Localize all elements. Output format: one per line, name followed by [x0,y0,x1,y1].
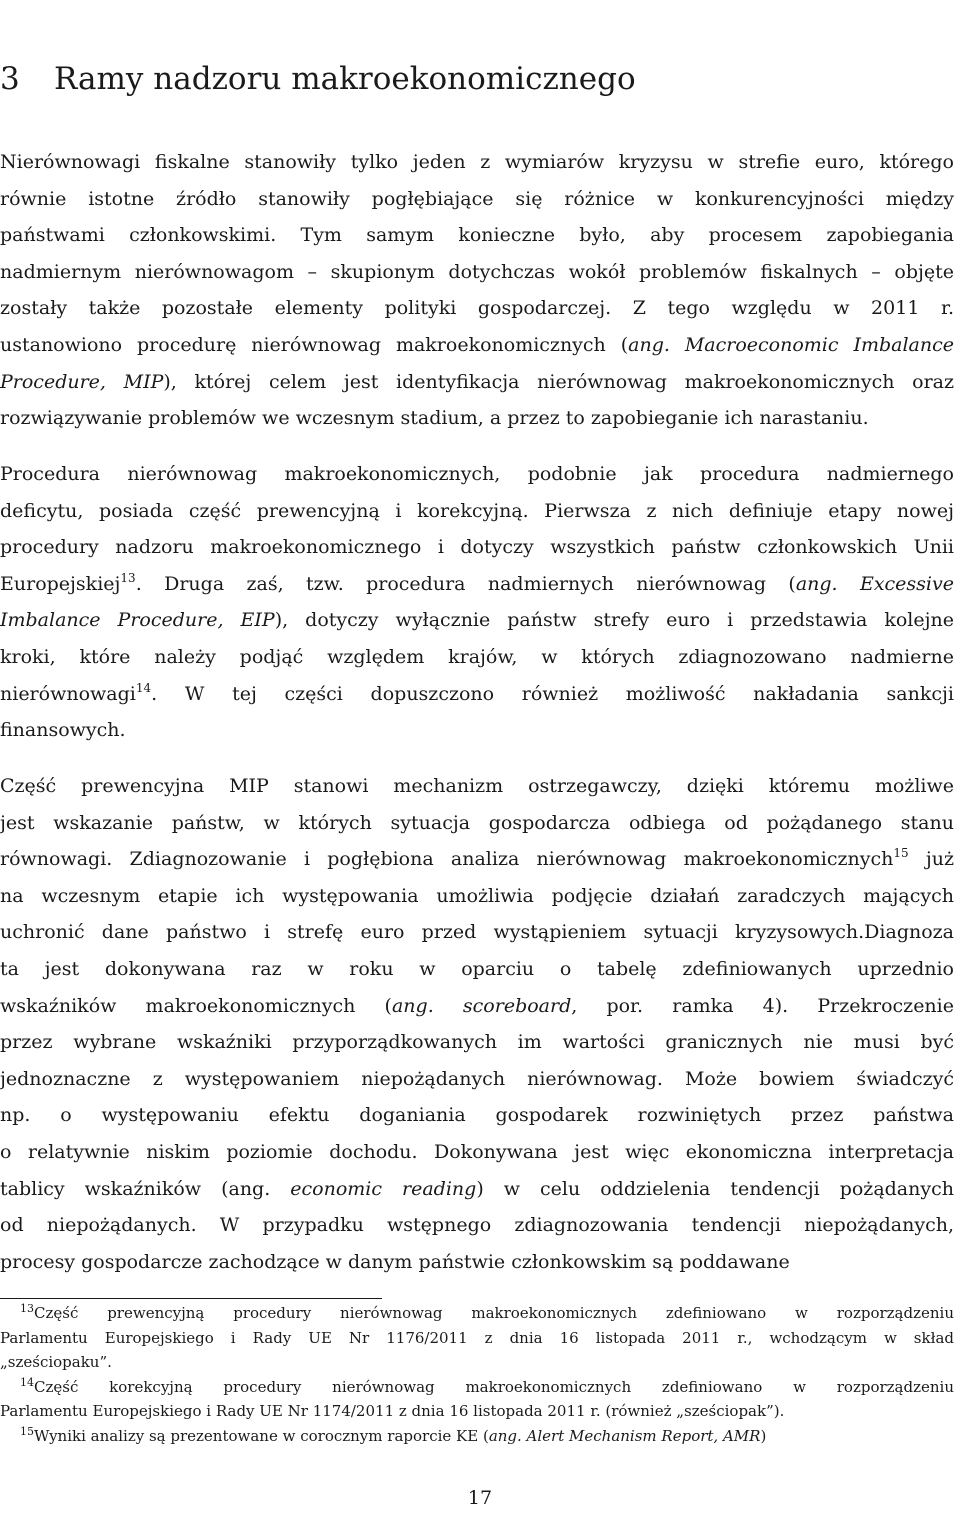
text-line [0,602,954,639]
text-line [0,364,954,401]
text-run: Nierównowagi fiskalne stanowiły tylko jeden z wymiarów kryzysu w strefie euro, którego [0,151,954,173]
text-line [0,1326,954,1351]
text-line [0,1375,954,1400]
text-run: równie istotne źródło stanowiły pogłębiające się różnice w konkurencyjności między [0,187,954,210]
text-run: nadmiernym nierównowagom – skupionym dotychczas wokół problemów fiskalnych – objęte [0,260,954,283]
text-line [0,805,954,842]
text-line [0,181,954,218]
text-run: zostały także pozostałe elementy polityki gospodarczej. Z tego względu w 2011 r. [0,297,954,320]
text-run: procesy gospodarcze zachodzące w danym państwie członkowskim są poddawane [0,1250,790,1273]
text-run: Część korekcyjną procedury nierównowag makroekonomicznych zdefiniowano w rozporządzeniu [34,1377,954,1396]
text-line [0,914,954,951]
section-number: 3 [0,61,20,97]
text-line [0,878,954,915]
italic-text: Imbalance Procedure, EIP [0,609,275,632]
text-line [0,400,954,437]
text-run: . Druga zaś, tzw. procedura nadmiernych nierównowag ( [135,572,796,595]
text-run: np. o występowaniu efektu doganiania gospodarek rozwiniętych przez państwa [0,1104,954,1127]
text-line [0,768,954,805]
text-line [0,1350,954,1375]
italic-text: ang. scoreboard [391,994,572,1017]
page-number: 17 [467,1487,493,1509]
text-line [0,529,954,566]
footnote [0,1301,954,1375]
italic-text: ang. Alert Mechanism Report, AMR [488,1426,761,1445]
text-run: państwami członkowskimi. Tym samym konieczne było, aby procesem zapobiegania [0,224,954,247]
footnote-marker[interactable]: 14 [135,680,152,695]
text-run: Europejskiej [0,572,121,595]
text-run: jest wskazanie państw, w których sytuacja gospodarcza odbiega od pożądanego stanu [0,811,954,834]
text-line [0,988,954,1025]
text-run: równowagi. Zdiagnozowanie i pogłębiona analiza nierównowag makroekonomicznych [0,848,894,871]
italic-text: ang. Excessive [795,572,954,595]
text-run: procedury nadzoru makroekonomicznego i dotyczy wszystkich państw członkowskich Unii [0,536,954,559]
footnote-marker[interactable]: 13 [20,1302,34,1315]
footnote-marker[interactable]: 15 [893,846,909,861]
text-line [0,1061,954,1098]
text-line [0,1097,954,1134]
text-line [0,1024,954,1061]
text-line [0,676,954,713]
italic-text: economic reading [290,1177,477,1200]
text-run: ), dotyczy wyłącznie państw strefy euro i przedstawia kolejne [274,609,954,632]
text-run: jednoznaczne z występowaniem niepożądanych nierównowag. Może bowiem świadczyć [0,1067,954,1090]
paragraph [0,456,954,749]
text-line [0,712,954,749]
text-run: ) [760,1426,767,1445]
text-run: o relatywnie niskim poziomie dochodu. Dokonywana jest więc ekonomiczna interpretacja [0,1140,954,1163]
text-line [0,327,954,364]
footnote [0,1424,954,1449]
paragraph [0,144,954,437]
text-line [0,1424,954,1449]
paragraph [0,768,954,1280]
text-run: na wczesnym etapie ich występowania umożliwia podjęcie działań zaradczych mających [0,884,954,907]
text-run: Parlamentu Europejskiego i Rady UE Nr 1174/2011 z dnia 16 listopada 2011 r. (również „sześciopak”). [0,1402,785,1421]
text-line [0,217,954,254]
text-run: kroki, które należy podjąć względem krajów, w których zdiagnozowano nadmierne [0,645,954,668]
text-run: deficytu, posiada część prewencyjną i korekcyjną. Pierwsza z nich definiuje etapy nowej [0,499,954,522]
text-line [0,1301,954,1326]
text-run: wskaźników makroekonomicznych ( [0,994,392,1017]
text-run: ta jest dokonywana raz w roku w oparciu o tabelę zdefiniowanych uprzednio [0,957,954,980]
text-line [0,1399,954,1424]
text-run: Procedura nierównowag makroekonomicznych, podobnie jak procedura nadmiernego [0,463,954,485]
text-line [0,639,954,676]
text-line [0,1134,954,1171]
text-run: ), której celem jest identyfikacja nierównowag makroekonomicznych oraz [163,370,954,393]
text-run: tablicy wskaźników (ang. [0,1177,291,1200]
footnote-separator [0,1298,382,1299]
footnotes [0,1301,954,1449]
text-line [0,1207,954,1244]
text-run: przez wybrane wskaźniki przyporządkowanych im wartości granicznych nie musi być [0,1031,954,1054]
footnote-marker[interactable]: 13 [120,570,136,585]
footnote-marker[interactable]: 15 [20,1424,34,1438]
text-run: ustanowiono procedurę nierównowag makroekonomicznych ( [0,333,629,356]
text-run: uchronić dane państwo i strefę euro przed wystąpieniem sytuacji kryzysowych.Diagnoza [0,921,954,944]
text-line [0,144,954,181]
text-run: Wyniki analizy są prezentowane w corocznym raporcie KE ( [34,1426,489,1445]
text-line [0,1244,954,1281]
text-run: ) w celu oddzielenia tendencji pożądanych [476,1177,954,1200]
text-run: od niepożądanych. W przypadku wstępnego zdiagnozowania tendencji niepożądanych, [0,1214,954,1237]
text-run: „sześciopaku”. [0,1353,112,1372]
section-heading [0,56,960,102]
text-line [0,951,954,988]
section-title: Ramy nadzoru makroekonomicznego [54,61,636,97]
text-run: już [908,848,954,871]
text-line [0,254,954,291]
text-line [0,841,954,878]
text-line [0,493,954,530]
text-run: Część prewencyjną procedury nierównowag makroekonomicznych zdefiniowano w rozporządzeniu [34,1304,954,1322]
text-run: . W tej części dopuszczono również możliwość nakładania sankcji [151,682,954,705]
footnote [0,1375,954,1424]
text-run: Część prewencyjna MIP stanowi mechanizm ostrzegawczy, dzięki któremu możliwe [0,775,954,797]
text-line [0,290,954,327]
italic-text: Procedure, MIP [0,370,164,393]
footnote-marker[interactable]: 14 [20,1375,34,1389]
text-run: rozwiązywanie problemów we wczesnym stadium, a przez to zapobieganie ich narastaniu. [0,407,869,430]
text-run: nierównowagi [0,682,136,705]
text-line [0,1171,954,1208]
text-run: Parlamentu Europejskiego i Rady UE Nr 1176/2011 z dnia 16 listopada 2011 r., wchodzącym w skład [0,1328,954,1347]
italic-text: ang. Macroeconomic Imbalance [628,333,954,356]
text-run: , por. ramka 4). Przekroczenie [571,994,954,1017]
text-line [0,566,954,603]
text-line [0,456,954,493]
text-run: finansowych. [0,719,126,742]
